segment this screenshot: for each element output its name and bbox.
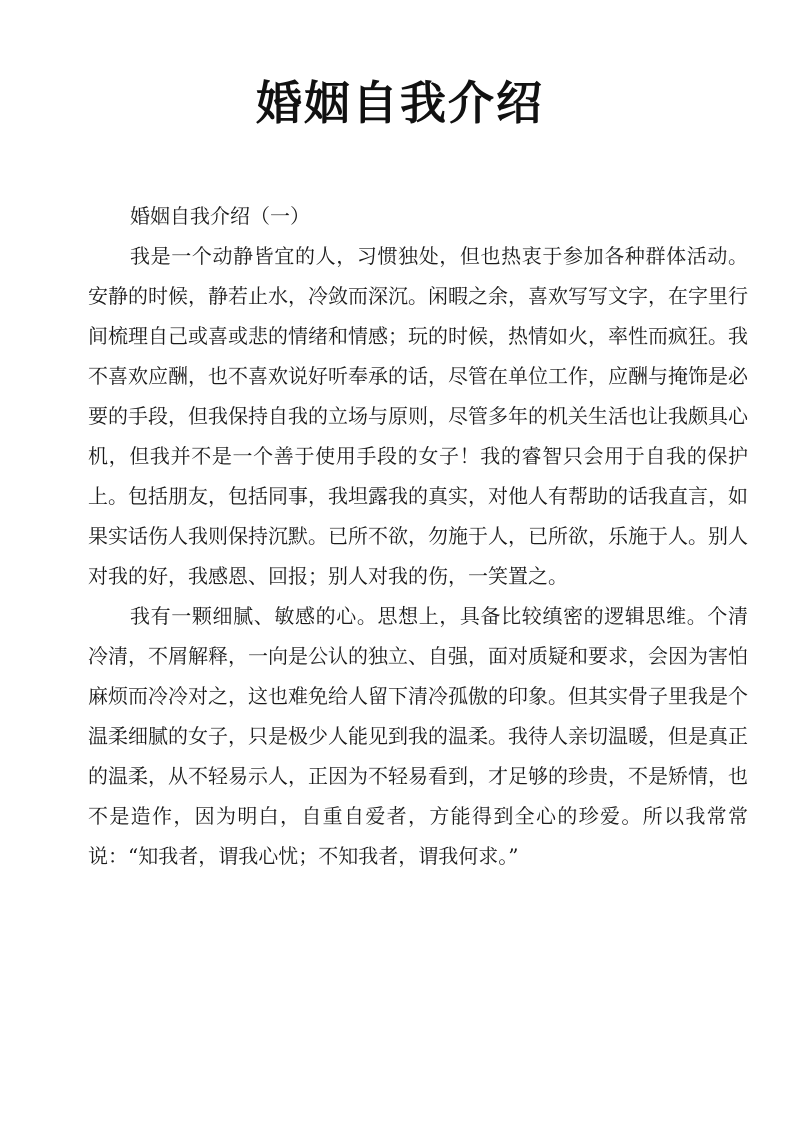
document-body	[88, 196, 748, 876]
paragraph-2: 我有一颗细腻、敏感的心。思想上，具备比较缜密的逻辑思维。个清冷清，不屑解释，一向是公认的独立、自强，面对质疑和要求，会因为害怕麻烦而冷冷对之，这也难免给人留下清冷孤傲的印象。但其实骨子里我是个温柔细腻的女子，只是极少人能见到我的温柔。我待人亲切温暖，但是真正的温柔，从不轻易示人，正因为不轻易看到，才足够的珍贵，不是矫情，也不是造作，因为明白，自重自爱者，方能得到全心的珍爱。所以我常常说：“知我者，谓我心忧；不知我者，谓我何求。”	[88, 604, 748, 868]
paragraph-1: 我是一个动静皆宜的人，习惯独处，但也热衷于参加各种群体活动。安静的时候，静若止水，冷敛而深沉。闲暇之余，喜欢写写文字，在字里行间梳理自己或喜或悲的情绪和情感；玩的时候，热情如火，率性而疯狂。我不喜欢应酬，也不喜欢说好听奉承的话，尽管在单位工作，应酬与掩饰是必要的手段，但我保持自我的立场与原则，尽管多年的机关生活也让我颇具心机，但我并不是一个善于使用手段的女子！我的睿智只会用于自我的保护上。包括朋友，包括同事，我坦露我的真实，对他人有帮助的话我直言，如果实话伤人我则保持沉默。已所不欲，勿施于人，已所欲，乐施于人。别人对我的好，我感恩、回报；别人对我的伤，一笑置之。	[88, 244, 748, 588]
section-heading: 婚姻自我介绍（一）	[130, 204, 310, 228]
document-title: 婚姻自我介绍	[256, 76, 544, 130]
